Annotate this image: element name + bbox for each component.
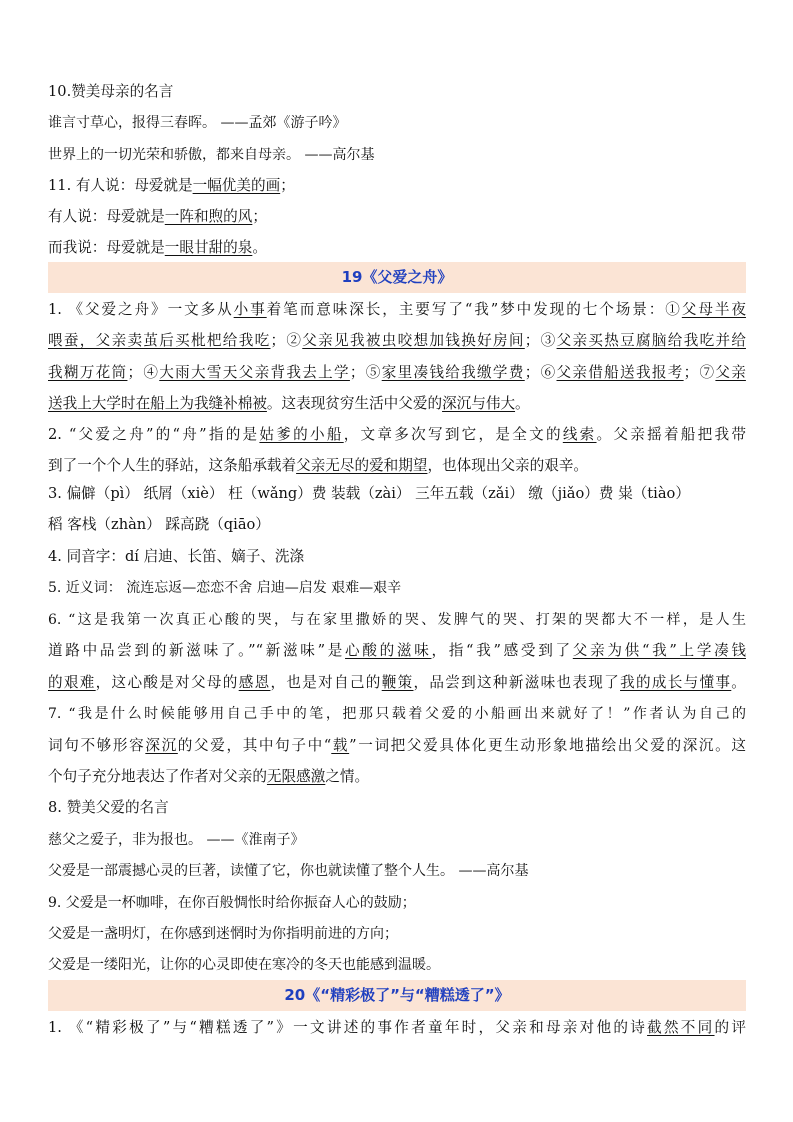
quote-line: 慈父之爱子，非为报也。 ——《淮南子》 [48, 832, 305, 848]
text-line: 2. “父爱之舟”的“舟”指的是姑爹的小船，文章多次写到它，是全文的线索。父亲摇着船把我带 [48, 426, 746, 443]
text-line: 父爱是一盏明灯，在你感到迷惘时为你指明前进的方向； [48, 926, 398, 942]
text-line: 9. 父爱是一杯咖啡，在你百般惆怅时给你振奋人心的鼓励； [48, 895, 416, 911]
text-line: 道路中品尝到的新滋味了。”“新滋味”是心酸的滋味，指“我”感受到了父亲为供“我”上学凑钱 [48, 642, 746, 659]
text-line: 个句子充分地表达了作者对父亲的无限感激之情。 [48, 768, 370, 785]
text-line: 6. “这是我第一次真正心酸的哭，与在家里撒娇的哭、发脾气的哭、打架的哭都大不一样，是人生 [48, 612, 746, 628]
text-line: 1. 《“精彩极了”与“糟糕透了”》一文讲述的事作者童年时，父亲和母亲对他的诗截然不同的评 [48, 1019, 746, 1036]
text-line: 我糊万花筒；④大雨大雪天父亲背我去上学；⑤家里凑钱给我缴学费；⑥父亲借船送我报考；⑦父亲 [48, 364, 746, 381]
text-line: 而我说：母爱就是一眼甘甜的泉。 [48, 239, 267, 256]
text-line: 7. “我是什么时候能够用自己手中的笔，把那只载着父爱的小船画出来就好了！”作者认为自己的 [48, 706, 746, 722]
text-line: 5. 近义词： 流连忘返—恋恋不舍 启迪—启发 艰难—艰辛 [48, 580, 402, 596]
quote-heading-father: 8. 赞美父爱的名言 [48, 799, 169, 816]
section-header-20: 20《“精彩极了”与“糟糕透了”》 [48, 980, 746, 1011]
pinyin-line: 3. 偏僻（pì） 纸屑（xiè） 枉（wǎng）费 装载（zài） 三年五载（zǎi） 缴（jiǎo）费 粜（tiào） [48, 485, 690, 502]
quote-heading-mother: 10.赞美母亲的名言 [48, 83, 174, 100]
text-line: 4. 同音字：dí 启迪、长笛、嫡子、洗涤 [48, 548, 305, 565]
section-header-19: 19《父爱之舟》 [48, 262, 746, 293]
text-line: 到了一个个人生的驿站，这条船承载着父亲无尽的爱和期望，也体现出父亲的艰辛。 [48, 457, 589, 474]
text-line: 有人说：母爱就是一阵和煦的风； [48, 208, 267, 225]
text-line: 送我上大学时在船上为我缝补棉被。这表现贫穷生活中父爱的深沉与伟大。 [48, 395, 530, 412]
quote-line: 谁言寸草心，报得三春晖。 ——孟郊《游子吟》 [48, 115, 347, 131]
pinyin-line: 稻 客栈（zhàn） 踩高跷（qiāo） [48, 516, 270, 533]
text-line: 1. 《父爱之舟》一文多从小事着笔而意味深长，主要写了“我”梦中发现的七个场景：①父母半夜 [48, 301, 746, 318]
text-line: 的艰难，这心酸是对父母的感恩，也是对自己的鞭策，品尝到这种新滋味也表现了我的成长与懂事。 [48, 674, 746, 691]
text-line: 词句不够形容深沉的父爱，其中句子中“载”一词把父爱具体化更生动形象地描绘出父爱的深沉。这 [48, 737, 746, 754]
text-line: 11. 有人说：母爱就是一幅优美的画； [48, 177, 295, 194]
quote-line: 父爱是一部震撼心灵的巨著，读懂了它，你也就读懂了整个人生。 ——高尔基 [48, 863, 529, 879]
quote-line: 世界上的一切光荣和骄傲，都来自母亲。 ——高尔基 [48, 147, 375, 163]
text-line: 喂蚕，父亲卖茧后买枇杷给我吃；②父亲见我被虫咬想加钱换好房间；③父亲买热豆腐脑给我吃并给 [48, 332, 746, 349]
text-line: 父爱是一缕阳光，让你的心灵即使在寒冷的冬天也能感到温暖。 [48, 957, 440, 973]
